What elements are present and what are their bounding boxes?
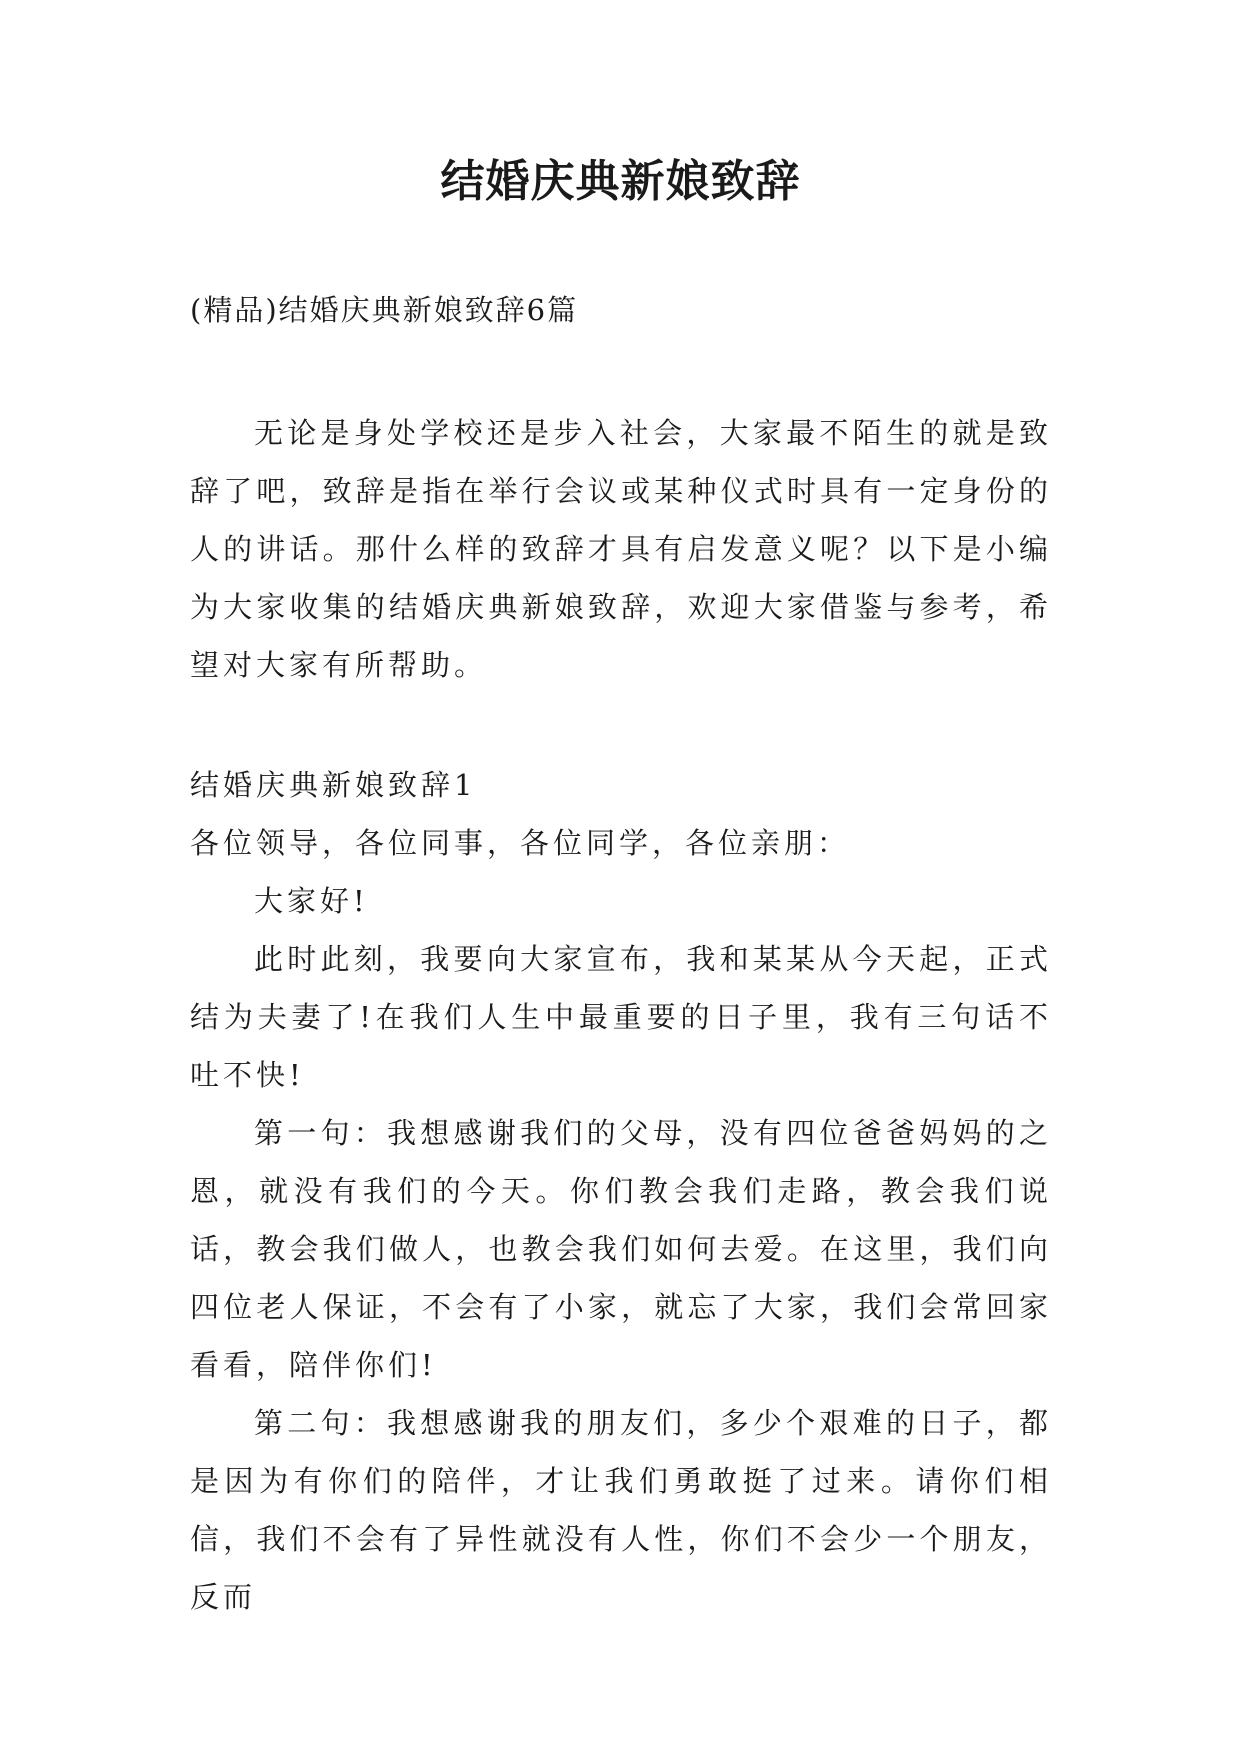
intro-paragraph: 无论是身处学校还是步入社会，大家最不陌生的就是致辞了吧，致辞是指在举行会议或某种仪式时具有一定身份的人的讲话。那什么样的致辞才具有启发意义呢？以下是小编为大家收集的结婚庆典新娘致辞，欢迎大家借鉴与参考，希望对大家有所帮助。 — [190, 416, 1052, 682]
paragraph-1: 此时此刻，我要向大家宣布，我和某某从今天起，正式结为夫妻了!在我们人生中最重要的日子里，我有三句话不吐不快! — [190, 942, 1052, 1092]
paragraph-3: 第二句：我想感谢我的朋友们，多少个艰难的日子，都是因为有你们的陪伴，才让我们勇敢挺了过来。请你们相信，我们不会有了异性就没有人性，你们不会少一个朋友，反而 — [190, 1406, 1052, 1614]
greeting: 大家好! — [254, 884, 369, 918]
document-title: 结婚庆典新娘致辞 — [440, 156, 801, 207]
paragraph-2: 第一句：我想感谢我们的父母，没有四位爸爸妈妈的之恩，就没有我们的今天。你们教会我们走路，教会我们说话，教会我们做人，也教会我们如何去爱。在这里，我们向四位老人保证，不会有了小家，就忘了大家，我们会常回家看看，陪伴你们! — [190, 1116, 1052, 1382]
salutation: 各位领导，各位同事，各位同学，各位亲朋： — [190, 826, 851, 860]
section-heading: 结婚庆典新娘致辞1 — [190, 768, 477, 802]
document-subtitle: (精品)结婚庆典新娘致辞6篇 — [190, 293, 579, 327]
section-1 — [190, 756, 1052, 1626]
